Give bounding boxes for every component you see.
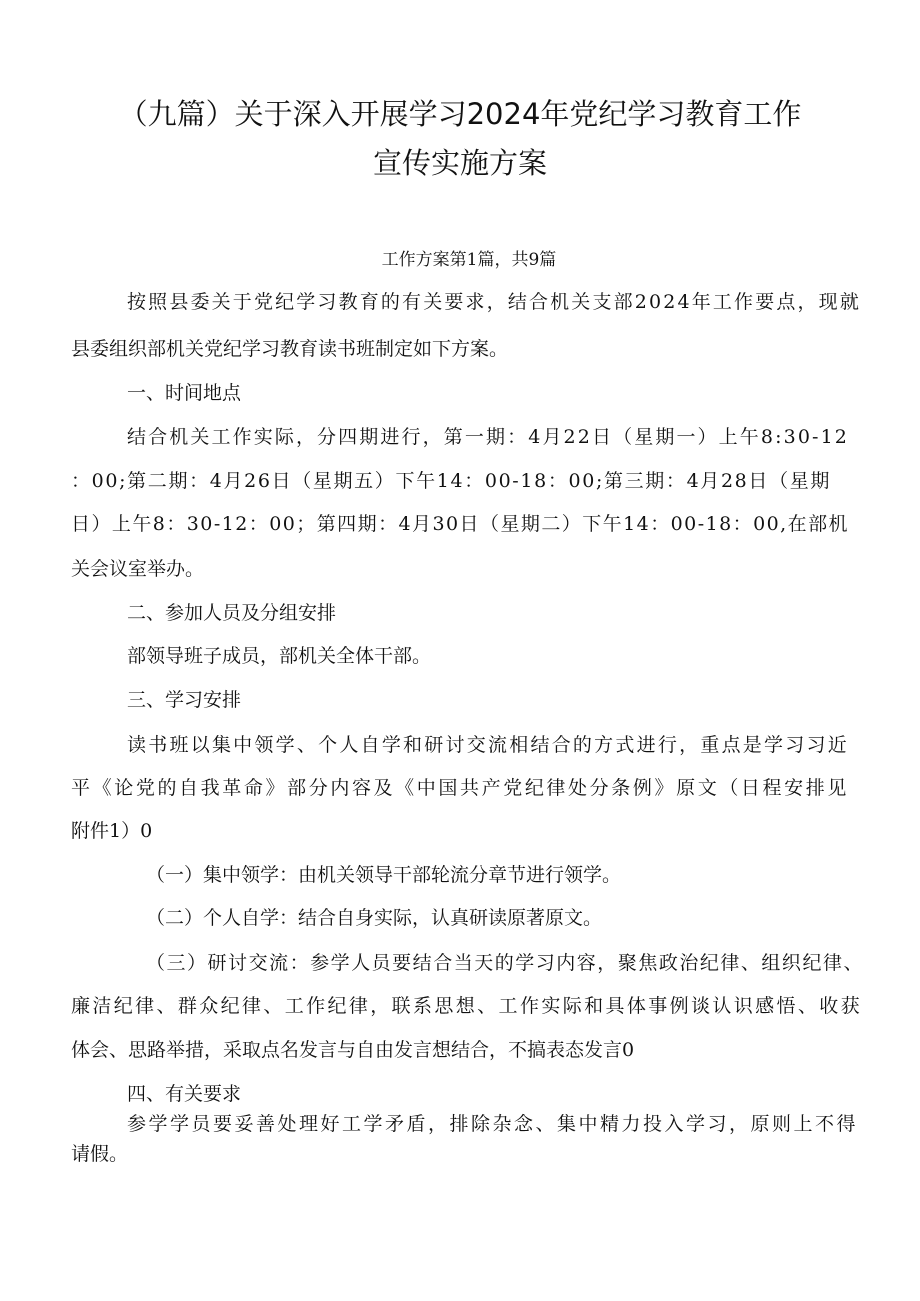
section-heading-participants: 二、参加人员及分组安排 [127,602,337,624]
study-item-2: （二）个人自学：结合自身实际，认真研读原著原文。 [146,907,603,929]
paragraph-schedule-line-4: 关会议室举办。 [71,558,205,580]
paragraph-schedule-line-1: 结合机关工作实际，分四期进行，第一期：4月22日（星期一）上午8:30-12 [127,426,849,448]
section-heading-requirements: 四、有关要求 [127,1083,242,1105]
paragraph-schedule-line-3: 日）上午8：30-12：00；第四期：4月30日（星期二）下午14：00-18：00,在部机 [71,513,849,535]
document-title-line-1: （九篇）关于深入开展学习2024年党纪学习教育工作 [118,97,802,131]
paragraph-participants: 部领导班子成员，部机关全体干部。 [127,645,432,667]
study-item-3-line-2: 廉洁纪律、群众纪律、工作纪律，联系思想、工作实际和具体事例谈认识感悟、收获 [71,995,862,1017]
paragraph-intro-line-1: 按照县委关于党纪学习教育的有关要求，结合机关支部2024年工作要点，现就 [127,291,861,313]
study-item-3-line-1: （三）研讨交流：参学人员要结合当天的学习内容，聚焦政治纪律、组织纪律、 [146,952,864,974]
paragraph-study-line-1: 读书班以集中领学、个人自学和研讨交流相结合的方式进行，重点是学习习近 [127,734,849,756]
section-heading-study: 三、学习安排 [127,689,242,711]
document-title-line-2: 宣传实施方案 [372,146,547,180]
section-heading-time-place: 一、时间地点 [127,382,242,404]
paragraph-study-line-3: 附件1）0 [71,820,153,842]
paragraph-schedule-line-2: ：00;第二期：4月26日（星期五）下午14：00-18：00;第三期：4月28日（星期 [71,470,831,492]
study-item-3-line-3: 体会、思路举措，采取点名发言与自由发言想结合，不搞表态发言0 [71,1039,635,1061]
study-item-1: （一）集中领学：由机关领导干部轮流分章节进行领学。 [146,864,622,886]
paragraph-requirements-line-1: 参学学员要妥善处理好工学矛盾，排除杂念、集中精力投入学习，原则上不得 [127,1113,858,1135]
paragraph-study-line-2: 平《论党的自我革命》部分内容及《中国共产党纪律处分条例》原文（日程安排见 [71,777,849,799]
document-subtitle: 工作方案第1篇，共9篇 [381,250,557,270]
paragraph-requirements-line-2: 请假。 [71,1143,129,1165]
paragraph-intro-line-2: 县委组织部机关党纪学习教育读书班制定如下方案。 [71,338,509,360]
